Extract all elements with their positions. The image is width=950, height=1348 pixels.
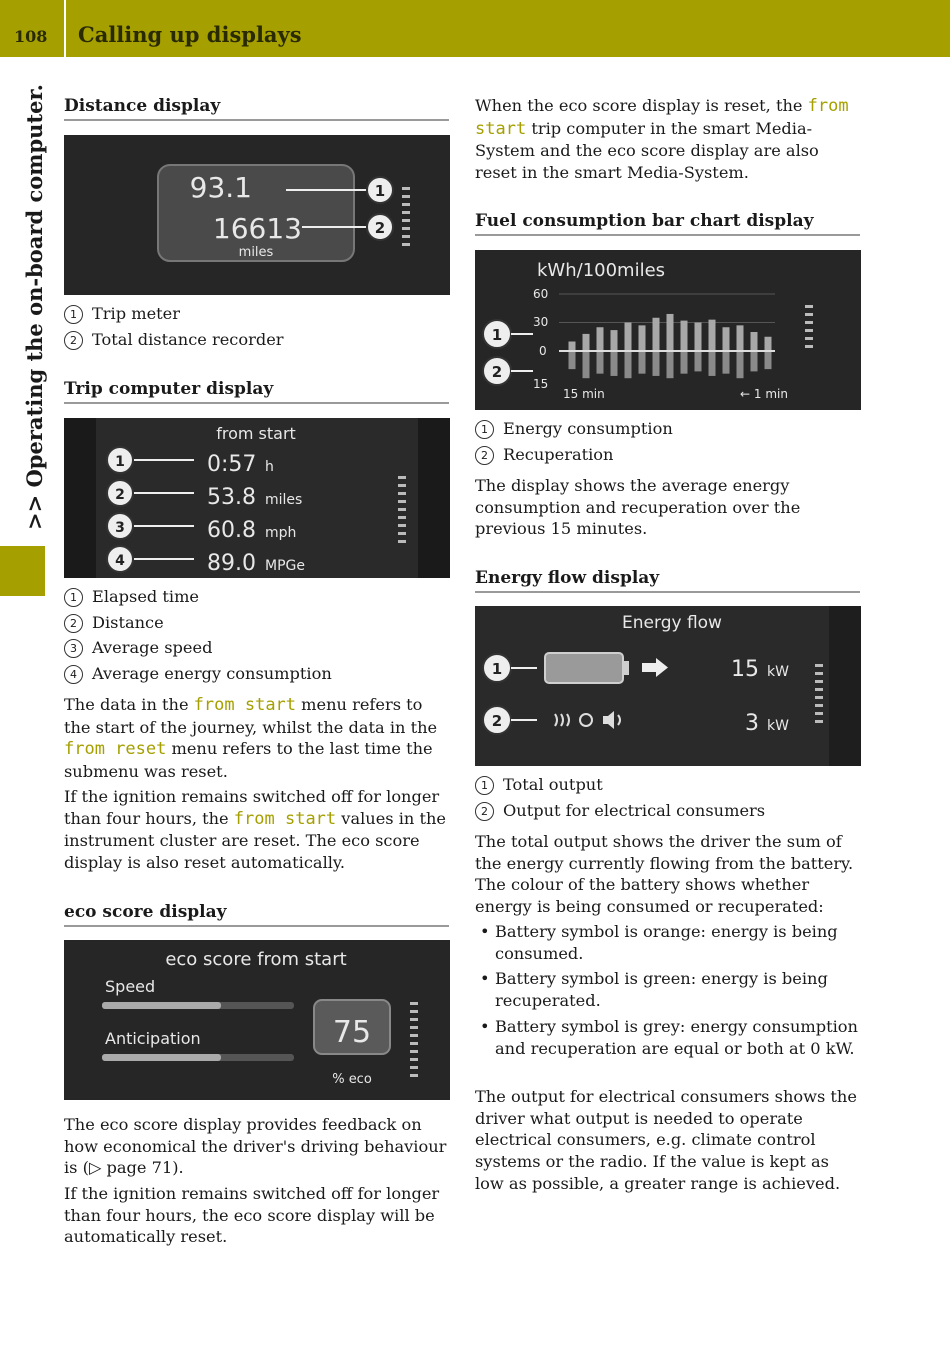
fuel-heading: Fuel consumption bar chart display: [475, 211, 860, 236]
total-distance-value: 16613: [212, 212, 302, 245]
eco-score-value: 75: [332, 1015, 372, 1050]
consumption-bar: [639, 325, 646, 351]
legend-item: 2 Total distance recorder: [64, 330, 284, 350]
recuperation-bar: [625, 351, 632, 378]
x-label-left: 15 min: [563, 387, 605, 401]
svg-text:1: 1: [115, 454, 125, 470]
svg-text:53.8: 53.8: [207, 485, 256, 510]
recuperation-bar: [709, 351, 716, 376]
energy-paragraph-2: The output for electrical consumers shows the driver what output is needed to operate electrical consumers, e.g. climate control systems or the radio. If the value is kept as low as possible, a greater range is achieved.: [475, 1087, 857, 1193]
consumption-bar: [681, 321, 688, 351]
legend-item: 2 Recuperation: [475, 445, 613, 465]
recuperation-bar: [639, 351, 646, 374]
total-output-unit: kW: [767, 664, 789, 680]
battery-colour-list: [475, 921, 861, 1063]
legend-item: 1 Total output: [475, 775, 603, 795]
svg-text:mph: mph: [265, 525, 297, 541]
svg-text:0:57: 0:57: [207, 452, 257, 477]
eco-display-image: [64, 940, 450, 1100]
list-item: • Battery symbol is grey: energy consumption and recuperation are equal or both at 0 kW.: [475, 1016, 861, 1059]
consumption-bar: [751, 332, 758, 351]
legend-item: 1 Elapsed time: [64, 587, 199, 607]
consumers-output-value: 3: [745, 711, 759, 736]
side-section-label: >> Operating the on-board computer.: [22, 84, 47, 530]
callout-1: 1: [374, 182, 386, 200]
y-tick-15: 15: [533, 377, 549, 391]
right-intro-paragraph: When the eco score display is reset, the from start trip computer in the smart Media-System and the eco score display are also reset in the smart Media-System.: [475, 96, 849, 183]
eco-heading: eco score display: [64, 902, 449, 927]
consumption-bar: [611, 330, 618, 351]
distance-display-image: [64, 135, 450, 295]
trip-meter-value: 93.1: [189, 171, 252, 204]
list-item: • Battery symbol is green: energy is being recuperated.: [475, 968, 861, 1011]
legend-item: 1 Trip meter: [64, 304, 180, 324]
recuperation-bar: [583, 351, 590, 378]
speed-level-bar: [102, 1002, 221, 1009]
eco-score-unit: % eco: [332, 1072, 372, 1087]
energy-heading: Energy flow display: [475, 568, 860, 593]
consumption-bar: [723, 327, 730, 351]
svg-text:4: 4: [115, 553, 125, 569]
legend-item: 2 Distance: [64, 613, 164, 633]
anticipation-level-bar: [102, 1054, 221, 1061]
callout-2: 2: [491, 363, 503, 381]
legend-item: 3 Average speed: [64, 638, 212, 658]
consumption-bar: [709, 320, 716, 351]
y-tick-0: 0: [539, 344, 547, 358]
svg-text:h: h: [265, 459, 274, 475]
trip-display-image: [64, 418, 450, 578]
eco-paragraph-2: If the ignition remains switched off for longer than four hours, the eco score display will be automatically reset.: [64, 1184, 440, 1247]
recuperation-bar: [611, 351, 618, 376]
distance-heading: Distance display: [64, 96, 449, 121]
callout-1: 1: [491, 326, 503, 344]
total-output-value: 15: [731, 657, 759, 682]
consumers-output-unit: kW: [767, 718, 789, 734]
recuperation-bar: [667, 351, 674, 378]
battery-icon: [545, 653, 629, 683]
distance-unit: miles: [238, 245, 274, 260]
eco-screen-title: eco score from start: [165, 949, 347, 970]
y-tick-60: 60: [533, 287, 549, 301]
recuperation-bar: [681, 351, 688, 374]
energy-flow-image: [475, 606, 861, 766]
anticipation-label: Anticipation: [105, 1029, 201, 1048]
recuperation-bar: [597, 351, 604, 374]
svg-text:3: 3: [115, 520, 125, 536]
legend-item: 4 Average energy consumption: [64, 664, 332, 684]
consumption-bar: [653, 318, 660, 351]
consumption-bar: [625, 323, 632, 352]
consumption-bar: [737, 325, 744, 351]
trip-screen-title: from start: [216, 424, 296, 443]
recuperation-bar: [723, 351, 730, 374]
header-separator: [64, 0, 66, 57]
legend-item: 1 Energy consumption: [475, 419, 673, 439]
callout-2: 2: [491, 712, 503, 730]
x-label-right: ← 1 min: [740, 387, 788, 401]
trip-paragraph-1: The data in the from start menu refers to the start of the journey, whilst the data in the from reset menu refers to the last time the submenu was reset.: [64, 695, 438, 782]
consumption-bar: [695, 323, 702, 352]
page-title: Calling up displays: [78, 22, 302, 47]
svg-text:miles: miles: [265, 492, 303, 508]
list-item: • Battery symbol is orange: energy is being consumed.: [475, 921, 861, 964]
consumption-bar: [569, 342, 576, 352]
eco-paragraph-1: The eco score display provides feedback on how economical the driver's driving behaviour is (▷ page 71).: [64, 1115, 447, 1178]
energy-screen-title: Energy flow: [622, 613, 722, 633]
trip-paragraph-2: If the ignition remains switched off for longer than four hours, the from start values in the instrument cluster are reset. The eco score display is also reset automatically.: [64, 787, 446, 873]
recuperation-bar: [737, 351, 744, 378]
consumption-bar: [667, 314, 674, 351]
side-tab-marker: [0, 546, 45, 596]
svg-text:60.8: 60.8: [207, 518, 256, 543]
consumption-bar: [583, 334, 590, 351]
fuel-chart-image: [475, 250, 861, 410]
fuel-paragraph: The display shows the average energy consumption and recuperation over the previous 15 minutes.: [475, 476, 801, 539]
recuperation-bar: [765, 351, 772, 369]
fuel-unit-title: kWh/100miles: [537, 260, 666, 281]
trip-heading: Trip computer display: [64, 379, 449, 404]
recuperation-bar: [653, 351, 660, 376]
svg-text:MPGe: MPGe: [265, 558, 305, 574]
speed-label: Speed: [105, 977, 156, 996]
callout-1: 1: [491, 660, 503, 678]
recuperation-bar: [695, 351, 702, 371]
consumption-bar: [765, 337, 772, 351]
energy-paragraph-1: The total output shows the driver the sum of the energy currently flowing from the battery. The colour of the battery shows whether energy is being consumed or recuperated:: [475, 832, 854, 917]
legend-item: 2 Output for electrical consumers: [475, 801, 765, 821]
consumption-bar: [597, 327, 604, 351]
svg-text:89.0: 89.0: [207, 551, 256, 576]
callout-2: 2: [374, 219, 386, 237]
y-tick-30: 30: [533, 315, 549, 329]
page-header: [0, 0, 950, 57]
recuperation-bar: [569, 351, 576, 369]
recuperation-bar: [751, 351, 758, 371]
svg-text:2: 2: [115, 487, 125, 503]
page-number: 108: [14, 27, 48, 46]
